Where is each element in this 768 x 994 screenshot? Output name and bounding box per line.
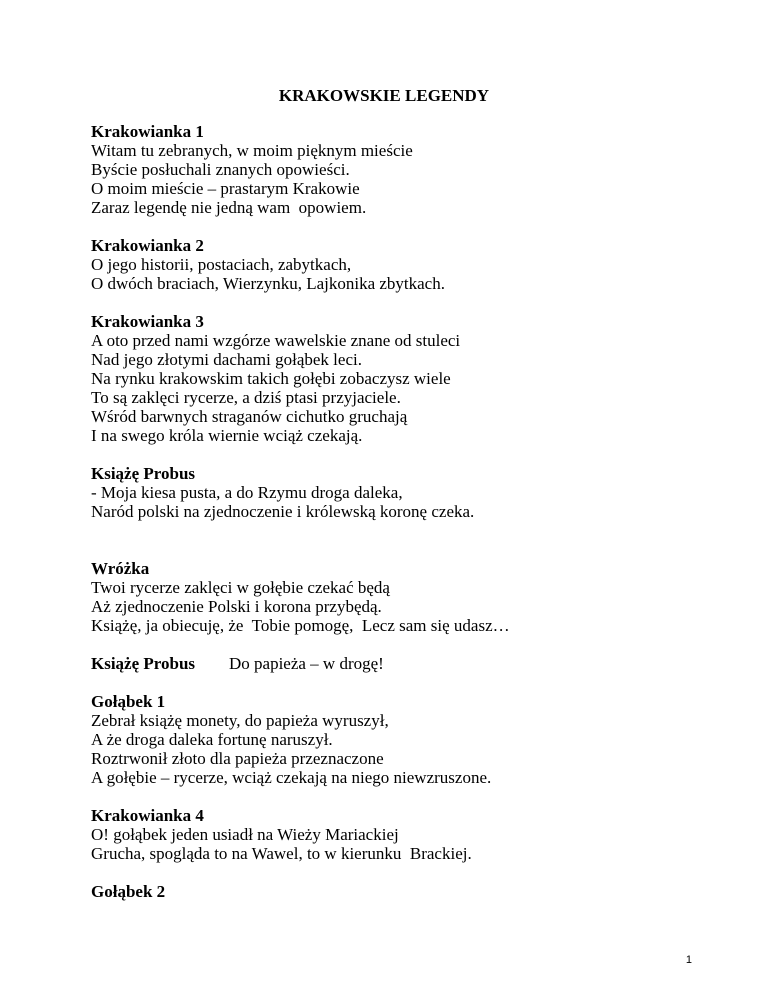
verse-line: Książę, ja obiecuję, że Tobie pomogę, Lecz sam się udasz… [91,616,510,635]
section-golabek-1 [91,692,731,787]
speaker-name: Krakowianka 3 [91,312,204,331]
verse-line: Aż zjednoczenie Polski i korona przybędą. [91,597,382,616]
speaker-name: Książę Probus [91,654,196,673]
section-golabek-2 [91,882,731,901]
page-title: KRAKOWSKIE LEGENDY [278,86,490,105]
verse-line: O moim mieście – prastarym Krakowie [91,179,360,198]
verse-line: - Moja kiesa pusta, a do Rzymu droga daleka, [91,483,403,502]
section-krakowianka-3 [91,312,731,445]
section-krakowianka-1 [91,122,731,217]
section-ksiaze-probus [91,464,731,540]
script-content [91,122,731,920]
verse-line: Roztrwonił złoto dla papieża przeznaczone [91,749,384,768]
verse-line: Witam tu zebranych, w moim pięknym mieście [91,141,413,160]
verse-line: Na rynku krakowskim takich gołębi zobaczysz wiele [91,369,451,388]
section-krakowianka-2 [91,236,731,293]
verse-line: Zaraz legendę nie jedną wam opowiem. [91,198,367,217]
speaker-name: Krakowianka 4 [91,806,204,825]
speaker-name: Krakowianka 1 [91,122,204,141]
verse-line: To są zaklęci rycerze, a dziś ptasi przyjaciele. [91,388,401,407]
verse-line: Nad jego złotymi dachami gołąbek leci. [91,350,362,369]
verse-line: O jego historii, postaciach, zabytkach, [91,255,352,274]
verse-line: A gołębie – rycerze, wciąż czekają na niego niewzruszone. [91,768,492,787]
verse-line: I na swego króla wiernie wciąż czekają. [91,426,363,445]
verse-line: O! gołąbek jeden usiadł na Wieży Mariackiej [91,825,399,844]
speaker-name: Krakowianka 2 [91,236,204,255]
section-ksiaze-probus-2 [91,654,731,673]
speaker-name: Wróżka [91,559,150,578]
verse-line: Naród polski na zjednoczenie i królewską koronę czeka. [91,502,475,521]
verse-line: A oto przed nami wzgórze wawelskie znane od stuleci [91,331,461,350]
speaker-name: Gołąbek 2 [91,882,166,901]
verse-line: Twoi rycerze zaklęci w gołębie czekać będą [91,578,390,597]
verse-line: Do papieża – w drogę! [229,654,384,673]
verse-line: Grucha, spogląda to na Wawel, to w kierunku Brackiej. [91,844,472,863]
verse-line: Byście posłuchali znanych opowieści. [91,160,350,179]
verse-line: Zebrał książę monety, do papieża wyruszył, [91,711,389,730]
verse-line: Wśród barwnych straganów cichutko gruchają [91,407,408,426]
section-wrozka [91,559,731,635]
speaker-name: Książę Probus [91,464,196,483]
page-number: 1 [685,954,692,966]
verse-line: A że droga daleka fortunę naruszył. [91,730,333,749]
section-krakowianka-4 [91,806,731,863]
blank-line [91,521,731,540]
verse-line: O dwóch braciach, Wierzynku, Lajkonika zbytkach. [91,274,445,293]
speaker-name: Gołąbek 1 [91,692,166,711]
